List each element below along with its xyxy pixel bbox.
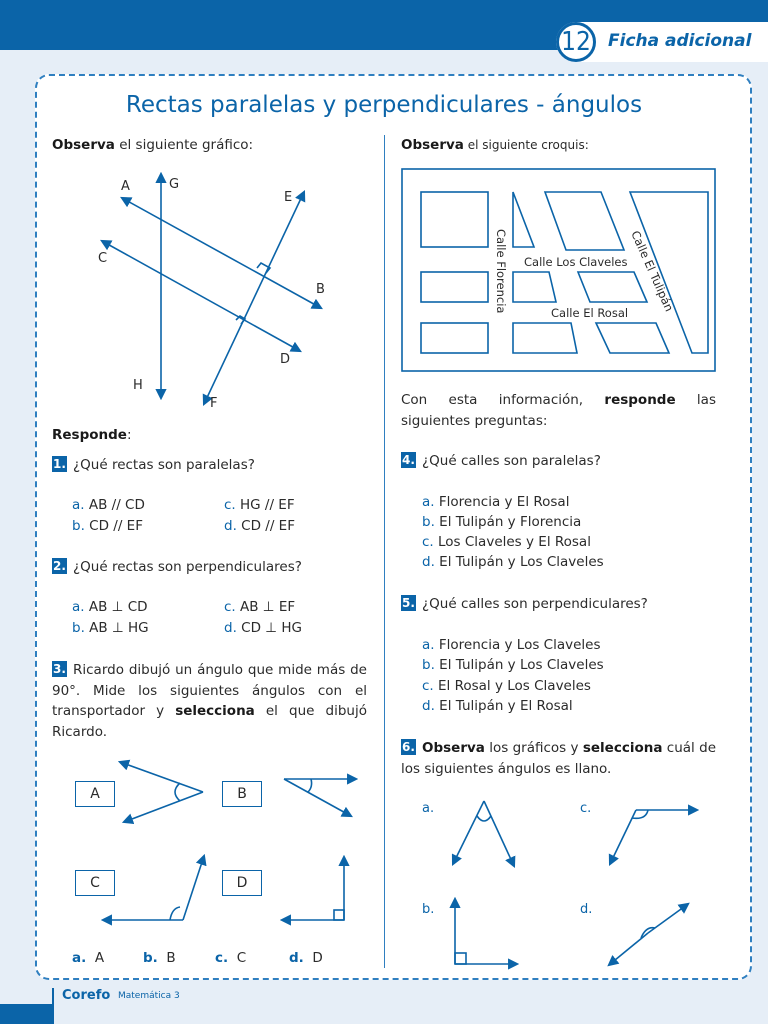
question-4: 4. ¿Qué calles son paralelas?	[402, 453, 601, 469]
question-2-number: 2.	[53, 559, 66, 573]
q3-option-b[interactable]: b. B	[143, 950, 176, 966]
q5-option-d[interactable]: d. El Tulipán y El Rosal	[422, 698, 573, 714]
page-title: Rectas paralelas y perpendiculares - ángulos	[125, 92, 643, 118]
q6-label-d: d.	[580, 902, 593, 917]
footer-divider	[52, 988, 54, 1024]
q2-option-b[interactable]: b. AB ⊥ HG	[72, 620, 149, 636]
q3-option-a[interactable]: a. A	[72, 950, 105, 966]
footer-brand: Corefo	[62, 988, 111, 1003]
question-2: 2. ¿Qué rectas son perpendiculares?	[53, 559, 302, 575]
label-calle-florencia: Calle Florencia	[494, 229, 508, 314]
sheet-number: 12	[556, 22, 596, 62]
observa-graph-text: Observa el siguiente gráfico:	[52, 137, 254, 153]
question-3: 3. Ricardo dibujó un ángulo que mide más de 90°. Mide los siguientes ángulos con el transportador y selecciona el que dibujó Ricardo.	[52, 662, 367, 740]
question-5: 5. ¿Qué calles son perpendiculares?	[402, 596, 648, 612]
responde-heading: Responde:	[52, 427, 132, 443]
column-divider	[384, 135, 385, 968]
q6-label-a: a.	[422, 801, 435, 816]
q6-label-b: b.	[422, 902, 435, 917]
q2-option-c[interactable]: c. AB ⊥ EF	[224, 599, 296, 615]
observa-map-text: Observa el siguiente croquis:	[401, 137, 589, 153]
q1-option-d[interactable]: d. CD // EF	[224, 518, 295, 534]
q1-option-a[interactable]: a. AB // CD	[72, 497, 145, 513]
label-calle-claveles: Calle Los Claveles	[524, 255, 628, 269]
angle-box-a: A	[75, 781, 115, 807]
label-e: E	[284, 190, 293, 205]
q2-option-a[interactable]: a. AB ⊥ CD	[72, 599, 148, 615]
q3-option-c[interactable]: c. C	[215, 950, 247, 966]
q5-option-c[interactable]: c. El Rosal y Los Claveles	[422, 678, 591, 694]
label-c: C	[98, 251, 108, 266]
q1-option-c[interactable]: c. HG // EF	[224, 497, 295, 513]
footer-bar	[0, 1004, 52, 1024]
label-f: F	[210, 396, 218, 411]
q4-option-c[interactable]: c. Los Claveles y El Rosal	[422, 534, 591, 550]
sheet-label: Ficha adicional	[608, 31, 752, 51]
angle-box-d: D	[222, 870, 262, 896]
q4-option-b[interactable]: b. El Tulipán y Florencia	[422, 514, 582, 530]
question-1: 1. ¿Qué rectas son paralelas?	[53, 457, 255, 473]
q5-option-b[interactable]: b. El Tulipán y Los Claveles	[422, 657, 604, 673]
map-intro-text: Con esta información, responde las siguientes preguntas:	[401, 392, 716, 429]
q1-option-b[interactable]: b. CD // EF	[72, 518, 143, 534]
q5-option-a[interactable]: a. Florencia y Los Claveles	[422, 637, 601, 653]
question-1-number: 1.	[53, 457, 66, 471]
question-5-number: 5.	[402, 596, 415, 610]
question-6-number: 6.	[402, 740, 415, 754]
question-6: 6. Observa los gráficos y selecciona cuál de los siguientes ángulos es llano.	[401, 740, 716, 777]
label-calle-tulipan: Calle El Tulipán	[628, 228, 677, 314]
angle-box-c: C	[75, 870, 115, 896]
q6-label-c: c.	[580, 801, 592, 816]
footer-subject: Matemática 3	[118, 991, 180, 1001]
label-h: H	[133, 378, 143, 393]
q3-option-d[interactable]: d. D	[289, 950, 323, 966]
question-4-number: 4.	[402, 453, 415, 467]
question-3-number: 3.	[53, 662, 66, 676]
q2-option-d[interactable]: d. CD ⊥ HG	[224, 620, 302, 636]
label-g: G	[169, 177, 180, 192]
q4-option-d[interactable]: d. El Tulipán y Los Claveles	[422, 554, 604, 570]
angle-box-b: B	[222, 781, 262, 807]
label-b: B	[316, 282, 325, 297]
label-calle-rosal: Calle El Rosal	[551, 306, 629, 320]
label-d: D	[280, 352, 291, 367]
label-a: A	[121, 179, 130, 194]
q4-option-a[interactable]: a. Florencia y El Rosal	[422, 494, 570, 510]
